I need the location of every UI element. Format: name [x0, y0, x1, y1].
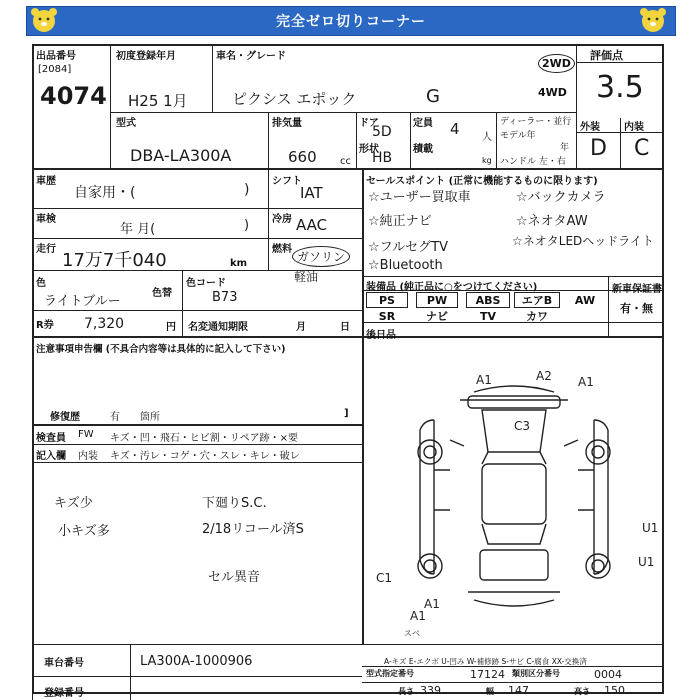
equipment-aw: AW [574, 293, 596, 307]
model-code-value: DBA-LA300A [130, 146, 232, 165]
equipment-label: 装備品 (純正品に○をつけてください) [366, 282, 538, 293]
bear-mascot-icon [636, 4, 670, 34]
damage-mark: A1 [424, 597, 440, 611]
checker-interior: 内装 [78, 451, 98, 462]
color-value: ライトブルー [44, 294, 121, 309]
doors-label: ドア [359, 118, 379, 129]
bear-mascot-icon [27, 4, 61, 34]
damage-mark: スベ [404, 629, 420, 638]
inspector-note: 小キズ多 [58, 524, 110, 539]
damage-mark: C3 [514, 419, 531, 433]
load-unit: kg [482, 156, 492, 165]
first-reg-label: 初度登録年月 [116, 51, 176, 62]
dealer-label: ディーラー・並行 [500, 117, 572, 127]
grade: G [426, 86, 440, 107]
inspector-note: セル異音 [208, 570, 261, 585]
recycle-value: 7,320 [84, 316, 125, 332]
color-change-label: 色替 [152, 288, 172, 299]
history-close: ) [244, 182, 250, 198]
notes-label: 注意事項申告欄 (不具合内容等は具体的に記入して下さい) [36, 344, 286, 355]
score-label: 評価点 [590, 49, 623, 62]
name-change-month: 月 [296, 322, 306, 333]
lot-number: 4074 [40, 82, 107, 110]
width-label: 幅 [486, 687, 494, 696]
model-year-label: モデル年 [500, 131, 536, 141]
damage-mark: U1 [642, 521, 659, 535]
history-label: 車歴 [36, 176, 56, 187]
color-code-value: B73 [212, 290, 238, 305]
doors-value: 5D [372, 124, 392, 140]
damage-mark: A1 [476, 373, 492, 387]
drive-2wd: 2WD [538, 54, 575, 73]
interior-grade: C [634, 136, 650, 161]
equipment-sr: SR [378, 309, 396, 323]
model-designation-value: 17124 [470, 668, 505, 681]
model-grade-label: 車名・グレード [216, 51, 286, 62]
repair-label: 修復歴 [50, 412, 80, 423]
interior-label: 内装 [624, 122, 644, 133]
warranty-value: 有・無 [620, 302, 653, 315]
warranty-label: 新車保証書 [612, 284, 662, 295]
checker-label-1: 検査員 [36, 433, 66, 444]
width-value: 147 [508, 684, 529, 697]
chassis-label: 車台番号 [44, 658, 84, 669]
exterior-grade: D [590, 136, 607, 161]
equipment-tv: TV [479, 309, 497, 323]
inspection-close: ) [244, 218, 250, 233]
inspection-value: 年 月( [120, 222, 156, 237]
damage-mark: U1 [638, 555, 655, 569]
drive-4wd: 4WD [538, 86, 567, 99]
name-change-label: 名変通知期限 [188, 322, 248, 333]
inspector-note: 2/18リコール済S [202, 522, 304, 537]
height-value: 150 [604, 684, 625, 697]
sales-point: ☆フルセグTV [368, 240, 448, 255]
equipment-abs: ABS [466, 292, 510, 308]
handle-label: ハンドル 左・右 [500, 157, 566, 167]
sales-point: ☆バックカメラ [516, 190, 606, 205]
capacity-value: 4 [450, 120, 460, 138]
mileage-value: 17万7千040 [62, 250, 167, 271]
year-label: 年 [560, 143, 570, 153]
inspection-label: 車検 [36, 214, 56, 225]
shift-label: シフト [272, 176, 302, 187]
displacement-value: 660 [288, 148, 317, 166]
checker-label-2: 記入欄 [36, 451, 66, 462]
equipment-airbag: エアB [514, 292, 560, 308]
damage-mark: A2 [536, 369, 552, 383]
damage-mark: C1 [376, 571, 393, 585]
mileage-label: 走行 [36, 244, 56, 255]
equipment-pw: PW [416, 292, 458, 308]
equipment-leather: カワ [526, 310, 548, 323]
damage-mark: A1 [410, 609, 426, 623]
model-name: ピクシス エポック [232, 90, 357, 108]
sales-point: ☆ネオタAW [516, 214, 588, 229]
shift-value: IAT [300, 184, 323, 202]
exterior-label: 外装 [580, 122, 600, 133]
ac-value: AAC [296, 216, 328, 234]
length-value: 339 [420, 684, 441, 697]
color-code-label: 色コード [186, 278, 226, 289]
name-change-day: 日 [340, 322, 350, 333]
capacity-label: 定員 [413, 118, 433, 129]
damage-legend: A-キズ E-エクボ U-凹み W-補修跡 S-サビ C-腐食 XX-交換済 [384, 657, 587, 666]
car-damage-diagram [364, 360, 664, 640]
shape-value: HB [372, 150, 393, 166]
ac-label: 冷房 [272, 214, 292, 225]
checker-row2-items: キズ・汚レ・コゲ・穴・スレ・キレ・破レ [110, 451, 300, 462]
height-label: 高さ [574, 687, 590, 696]
sales-point: ☆ネオタLEDヘッドライト [512, 234, 654, 248]
load-label: 積載 [413, 144, 433, 155]
repair-area: 箇所 [140, 412, 160, 423]
chassis-value: LA300A-1000906 [140, 654, 253, 669]
recycle-unit: 円 [166, 322, 176, 333]
model-code-label: 型式 [116, 118, 136, 129]
model-designation-label: 型式指定番号 [366, 669, 414, 678]
banner: 完全ゼロ切りコーナー [26, 6, 676, 36]
fuel-label: 燃料 [272, 244, 292, 255]
fuel-gasoline: ガソリン [292, 246, 350, 267]
sales-points-label: セールスポイント (正常に機能するものに限ります) [366, 176, 598, 187]
displacement-label: 排気量 [272, 118, 302, 129]
recycle-label: R券 [36, 320, 54, 331]
sales-point: ☆ユーザー買取車 [368, 190, 471, 205]
first-reg-value: H25 1月 [128, 92, 188, 110]
class-label: 類別区分番号 [512, 669, 560, 678]
repair-value: 有 [110, 412, 120, 423]
lot-sub: [2084] [38, 64, 72, 75]
rear-items-label: 後日品 [366, 330, 396, 341]
damage-mark: A1 [578, 375, 594, 389]
inspector-note: 下廻りS.C. [202, 496, 267, 511]
fuel-diesel: 軽油 [294, 270, 319, 284]
history-value: 自家用・( [74, 185, 136, 201]
displacement-unit: cc [340, 156, 351, 167]
equipment-ps: PS [366, 292, 408, 308]
capacity-unit: 人 [482, 132, 492, 143]
registration-label: 登録番号 [44, 688, 84, 699]
class-value: 0004 [594, 668, 622, 681]
sales-point: ☆純正ナビ [368, 214, 432, 229]
checker-row1-items: キズ・凹・飛石・ヒビ割・リペア跡・×要 [110, 433, 298, 444]
checker-fw: FW [78, 429, 94, 440]
shape-label: 形状 [359, 144, 379, 155]
score-value: 3.5 [596, 70, 644, 105]
mileage-unit: km [230, 258, 248, 269]
sales-point: ☆Bluetooth [368, 258, 443, 273]
repair-bracket: ] [344, 408, 349, 419]
equipment-navi: ナビ [426, 310, 448, 323]
length-label: 長さ [398, 687, 414, 696]
color-label: 色 [36, 278, 46, 289]
lot-label: 出品番号 [36, 51, 76, 62]
inspector-note: キズ少 [54, 496, 93, 511]
